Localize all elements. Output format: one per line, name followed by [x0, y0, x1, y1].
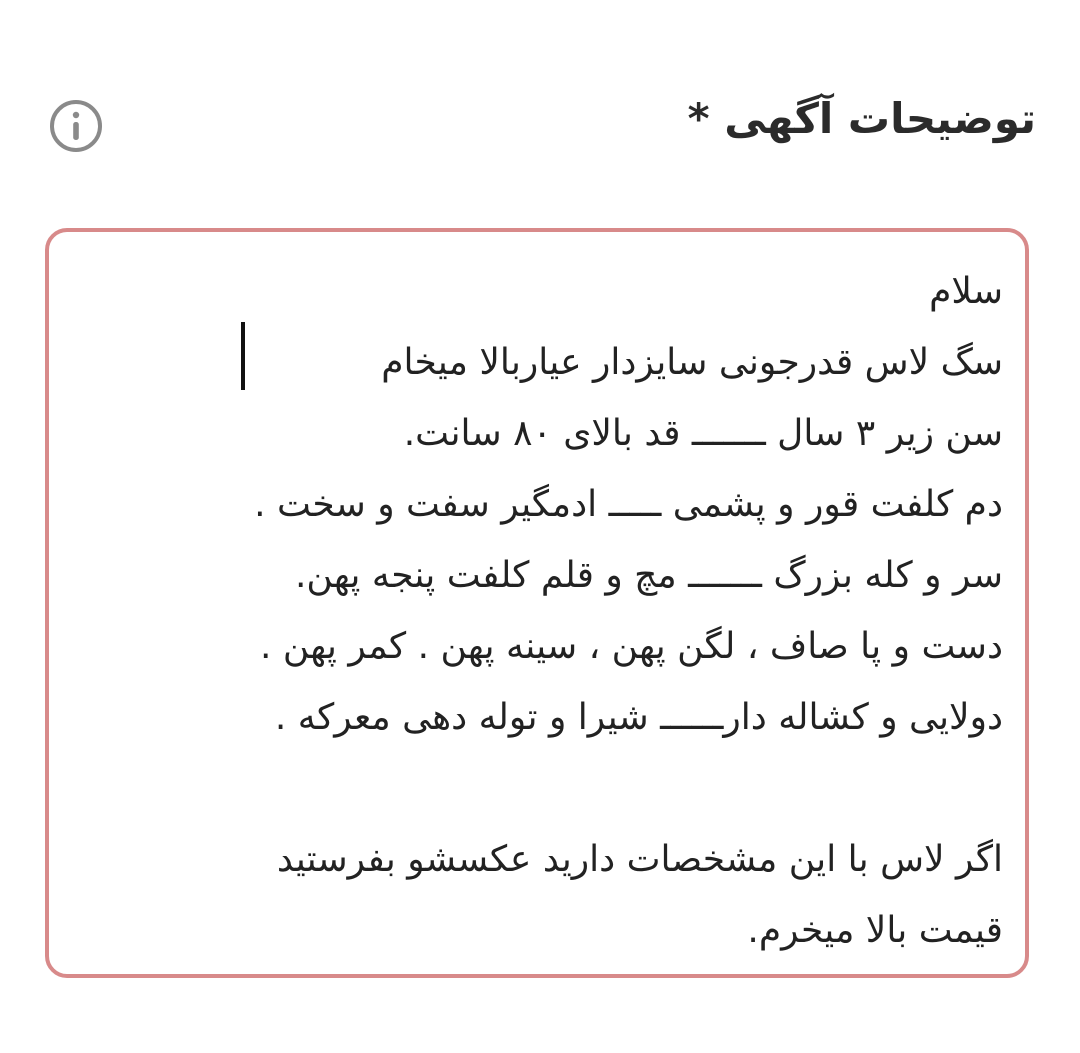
- description-line: اگر لاس با این مشخصات دارید عکسشو بفرستید: [276, 839, 1003, 880]
- description-textarea[interactable]: [45, 228, 1029, 978]
- description-text[interactable]: [71, 256, 1003, 966]
- description-line: سن زیر ۳ سال ـــــــ قد بالای ۸۰ سانت.: [403, 413, 1003, 454]
- description-line: دم کلفت قور و پشمی ـــــ ادمگیر سفت و سخت .: [254, 484, 1003, 525]
- description-line: سر و کله بزرگ ـــــــ مچ و قلم کلفت پنجه پهن.: [294, 555, 1003, 596]
- description-line: سلام: [929, 271, 1003, 312]
- description-line: دست و پا صاف ، لگن پهن ، سینه پهن . کمر پهن .: [260, 626, 1003, 667]
- field-title: توضیحات آگهی *: [687, 94, 1036, 143]
- text-caret: [241, 322, 245, 390]
- description-line: [71, 753, 1003, 824]
- description-line: قیمت بالا میخرم.: [747, 910, 1003, 951]
- description-line: دولایی و کشاله دارــــــ شیرا و توله دهی معرکه .: [274, 697, 1003, 738]
- info-icon[interactable]: [48, 98, 104, 154]
- field-header: [0, 80, 1080, 170]
- description-line: سگ لاس قدرجونی سایزدار عیاربالا میخام: [381, 342, 1003, 383]
